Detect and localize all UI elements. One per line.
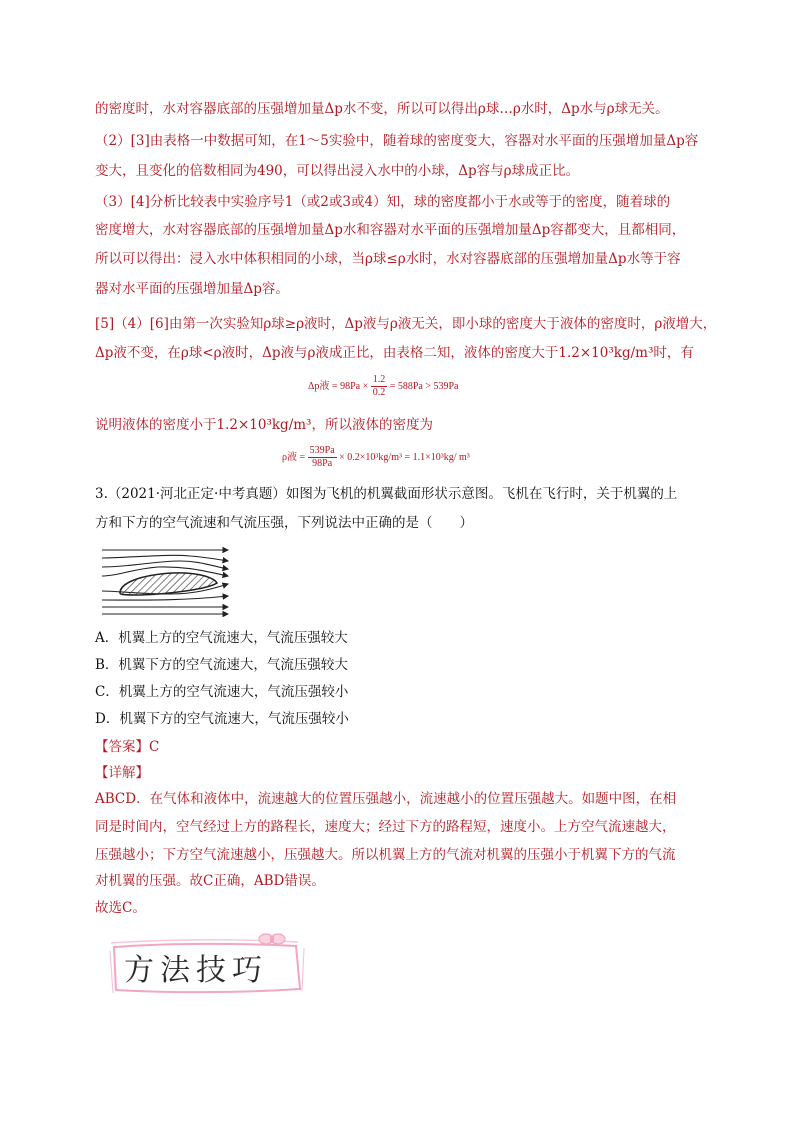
option-a: A．机翼上方的空气流速大，气流压强较大 [95,630,348,646]
formula-2-denominator: 98Pa [312,458,333,469]
explain-line-3: 压强越小；下方空气流速越小，压强越大。所以机翼上方的气流对机翼的压强小于机翼下方的气流 [95,847,676,863]
question-3-stem-line-2: 方和下方的空气流速和气流压强，下列说法中正确的是（ ） [95,515,473,531]
explain-line-4: 对机翼的压强。故C正确，ABD错误。 [95,873,325,889]
wing-cross-section [120,573,217,595]
airfoil-diagram [100,545,230,617]
answer-tag: 【答案】C [95,739,160,755]
formula-2-fraction [308,445,337,470]
solution-line-9: Δp液不变，在ρ球<ρ液时，Δp液与ρ液成正比，由表格二知，液体的密度大于1.2×10³kg/m³时，有 [95,345,694,361]
solution-line-1: 的密度时，水对容器底部的压强增加量Δp水不变，所以可以得出ρ球…ρ水时，Δp水与ρ球无关。 [95,101,669,117]
formula-1-lhs: Δp液 = 98Pa × [308,380,369,392]
option-c: C．机翼上方的空气流速大，气流压强较小 [95,684,349,700]
solution-line-5: 密度增大，水对容器底部的压强增加量Δp水和容器对水平面的压强增加量Δp容都变大，且都相同， [95,222,686,238]
explain-line-5: 故选C。 [95,900,146,916]
solution-line-8: [5]（4）[6]由第一次实验知ρ球≥ρ液时，Δp液与ρ液无关，即小球的密度大于液体的密度时，ρ液增大， [95,316,717,332]
formula-1-denominator: 0.2 [372,387,386,398]
formula-2-lhs: ρ液 = [282,451,306,463]
option-d: D．机翼下方的空气流速大，气流压强较小 [95,711,349,727]
solution-line-3: 变大，且变化的倍数相同为490，可以得出浸入水中的小球，Δp容与ρ球成正比。 [95,163,580,179]
formula-1-rhs: = 588Pa > 539Pa [389,380,459,392]
formula-2 [282,445,470,470]
formula-1-fraction [371,374,388,399]
formula-1-numerator: 1.2 [372,374,386,385]
method-banner [108,933,308,999]
bow-clip-icon [258,931,286,949]
solution-line-2: （2）[3]由表格一中数据可知，在1～5实验中，随着球的密度变大，容器对水平面的压强增加量Δp容 [95,133,699,149]
method-banner-title: 方法技巧 [124,953,268,988]
question-3-stem-line-1: 3.（2021·河北正定·中考真题）如图为飞机的机翼截面形状示意图。飞机在飞行时，关于机翼的上 [95,486,678,502]
explain-tag: 【详解】 [95,765,149,781]
option-b: B．机翼下方的空气流速大，气流压强较大 [95,657,348,673]
formula-2-rhs: × 0.2×10³kg/m³ = 1.1×10³kg/ m³ [339,451,470,463]
solution-line-10: 说明液体的密度小于1.2×10³kg/m³，所以液体的密度为 [95,417,433,433]
formula-1 [308,374,459,399]
explain-line-1: ABCD．在气体和液体中，流速越大的位置压强越小，流速越小的位置压强越大。如题中图，在相 [95,791,677,807]
solution-line-4: （3）[4]分析比较表中实验序号1（或2或3或4）知，球的密度都小于水或等于的密度，随着球的 [95,194,671,210]
solution-line-7: 器对水平面的压强增加量Δp容。 [95,281,289,297]
formula-2-numerator: 539Pa [309,445,335,456]
solution-line-6: 所以可以得出：浸入水中体积相同的小球，当ρ球≤ρ水时，水对容器底部的压强增加量Δp水等于容 [95,251,681,267]
explain-line-2: 同是时间内，空气经过上方的路程长，速度大；经过下方的路程短，速度小。上方空气流速越大， [95,819,676,835]
